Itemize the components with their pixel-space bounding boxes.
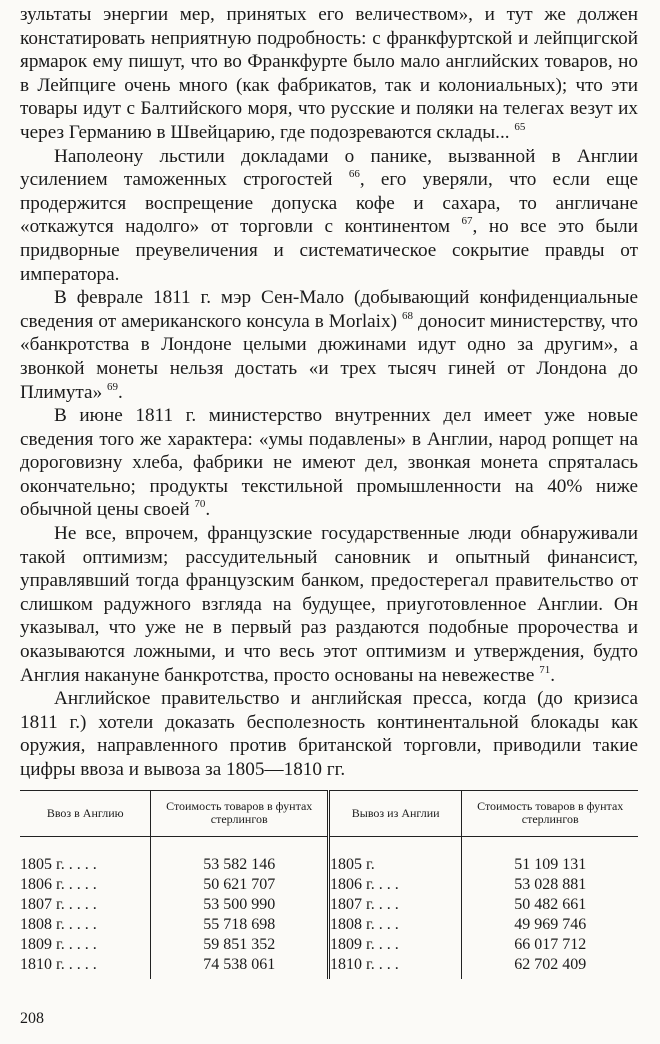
export-value: 66 017 712 — [514, 936, 587, 953]
import-year: 1806 г. . . . . — [20, 875, 151, 895]
header-import: Ввоз в Англию — [20, 791, 151, 837]
table-header-row — [20, 791, 638, 837]
footnote-ref: 70 — [194, 498, 206, 511]
import-value: 50 621 707 — [151, 875, 329, 895]
paragraph-text: Наполеону льстили докладами о панике, вызванной в Англии усилением таможенных строгостей — [20, 145, 638, 191]
footnote-ref: 68 — [402, 309, 414, 322]
export-value: 53 028 881 — [514, 876, 587, 893]
export-year: 1808 г. . . . — [328, 915, 461, 935]
import-value: 53 582 146 — [151, 855, 329, 875]
footnote-ref: 66 — [348, 168, 360, 181]
export-year: 1809 г. . . . — [328, 935, 461, 955]
import-year: 1810 г. . . . . — [20, 955, 151, 979]
import-value: 53 500 990 — [151, 895, 329, 915]
import-value: 59 851 352 — [151, 935, 329, 955]
header-export: Вывоз из Англии — [328, 791, 461, 837]
import-year: 1807 г. . . . . — [20, 895, 151, 915]
paragraph — [20, 687, 638, 781]
paragraph-text: доносит министерству, что «банкротства в Лондоне целыми дюжинами идут одно за другим», а звонкой монеты нельзя достать «и трех тысяч гиней от Лондона до Плимута» — [20, 310, 639, 403]
paragraph-text: Английское правительство и английская пресса, когда (до кризиса 1811 г.) хотели доказать бесполезность континентальной блокады как оружия, направленного против британской торговли, приводили такие цифры ввоза и вывоза за 1805—1810 гг. — [20, 688, 638, 780]
table-row — [20, 955, 638, 979]
footnote-ref: 71 — [539, 663, 551, 676]
table-row — [20, 875, 638, 895]
table-row — [20, 935, 638, 955]
table-row — [20, 895, 638, 915]
export-year: 1810 г. . . . — [328, 955, 461, 979]
paragraph — [20, 3, 638, 145]
export-value: 50 482 661 — [514, 896, 587, 913]
paragraph: Не все, впрочем, французские государственные люди обнаруживали такой оптимизм; рассудительный сановник и опытный финансист, управлявший тогда французским банком, предостерегал правительство от слишком радужного взгляда на будущее, приуготовленное Англии. Он указывал, что уже не в первый раз раздаются подобные пророчества и оказываются ложными, и что весь этот оптимизм и утверждения, будто Англия накануне банкротства, просто основаны на невежестве $^{71}$. — [20, 523, 638, 686]
paragraph-text: Не все, впрочем, французские государственные люди обнаруживали такой оптимизм; рассудительный сановник и опытный финансист, управлявший тогда французским банком, предостерегал правительство от слишком радужного взгляда на будущее, приуготовленное Англии. Он указывал, что уже не в первый раз раздаются подобные пророчества и оказываются ложными, и что весь этот оптимизм и утверждения, будто Англия накануне банкротства, просто основаны на невежестве — [20, 523, 638, 686]
import-year: 1809 г. . . . . — [20, 935, 151, 955]
import-value: 55 718 698 — [151, 915, 329, 935]
paragraph-text: В феврале 1811 г. мэр Сен-Мало (добывающий конфиденциальные сведения от американского консула в Morlaix) — [20, 287, 638, 332]
import-year: 1808 г. . . . . — [20, 915, 151, 935]
paragraph-text: зультаты энергии мер, принятых его величеством», и тут же должен констатировать неприятную подробность: с франкфуртской и лейпцигской ярмарок ему пишут, что во Франкфурте было мало английских товаров, но в Лейпциге очень много (как фабрикатов, так и колониальных); что эти товары идут с Балтийского моря, что русские и поляки на телегах везут их через Германию в Швейцарию, где подозреваются склады... — [20, 4, 638, 143]
export-value: 49 969 746 — [514, 916, 587, 933]
paragraph-text: , но все это были придворные преувеличения и систематическое сокрытие правды от императора. — [20, 216, 638, 285]
export-year: 1807 г. . . . — [328, 895, 461, 915]
table-spacer — [20, 837, 638, 856]
trade-table — [20, 790, 638, 979]
paragraph: В июне 1811 г. министерство внутренних дел имеет уже новые сведения того же характера: «умы подавлены» в Англии, народ ропщет на дороговизну хлеба, фабрики не имеют дел, звонкая монета спряталась окончательно; продукты текстильной промышленности на 40% ниже обычной цены своей $^{70}$. — [20, 405, 638, 521]
import-year: 1805 г. . . . . — [20, 855, 151, 875]
page-number: 208 — [20, 1010, 44, 1027]
header-export-value: Стоимость товаров в фунтах стерлингов — [462, 791, 638, 837]
paragraph-text: , его уверяли, что если еще продержится воспрещение допуска кофе и сахара, то англичане «откажутся надолго» от торговли с континентом — [20, 169, 639, 238]
footnote-ref: 65 — [514, 120, 526, 133]
export-value: 51 109 131 — [514, 856, 587, 873]
paragraph — [20, 145, 638, 287]
table-row — [20, 915, 638, 935]
import-value: 74 538 061 — [151, 955, 329, 979]
export-value: 62 702 409 — [514, 956, 587, 973]
table-row — [20, 855, 638, 875]
export-year: 1806 г. . . . — [328, 875, 461, 895]
header-import-value: Стоимость товаров в фунтах стерлингов — [151, 791, 329, 837]
body-text — [20, 3, 638, 782]
export-year: 1805 г. — [328, 855, 461, 875]
paragraph: В феврале 1811 г. мэр Сен-Мало (добывающий конфиденциальные сведения от американского консула в Morlaix) $^{68}$ доносит министерству, что «банкротства в Лондоне целыми дюжинами идут одно за другим», а звонкой монеты нельзя достать «и трех тысяч гиней от Лондона до Плимута» $^{69}$. — [20, 287, 639, 403]
footnote-ref: 69 — [106, 380, 118, 393]
paragraph-text: В июне 1811 г. министерство внутренних дел имеет уже новые сведения того же характера: «умы подавлены» в Англии, народ ропщет на дороговизну хлеба, фабрики не имеют дел, звонкая монета спряталась окончательно; продукты текстильной промышленности на 40% ниже обычной цены своей — [20, 405, 638, 521]
footnote-ref: 67 — [461, 215, 473, 228]
